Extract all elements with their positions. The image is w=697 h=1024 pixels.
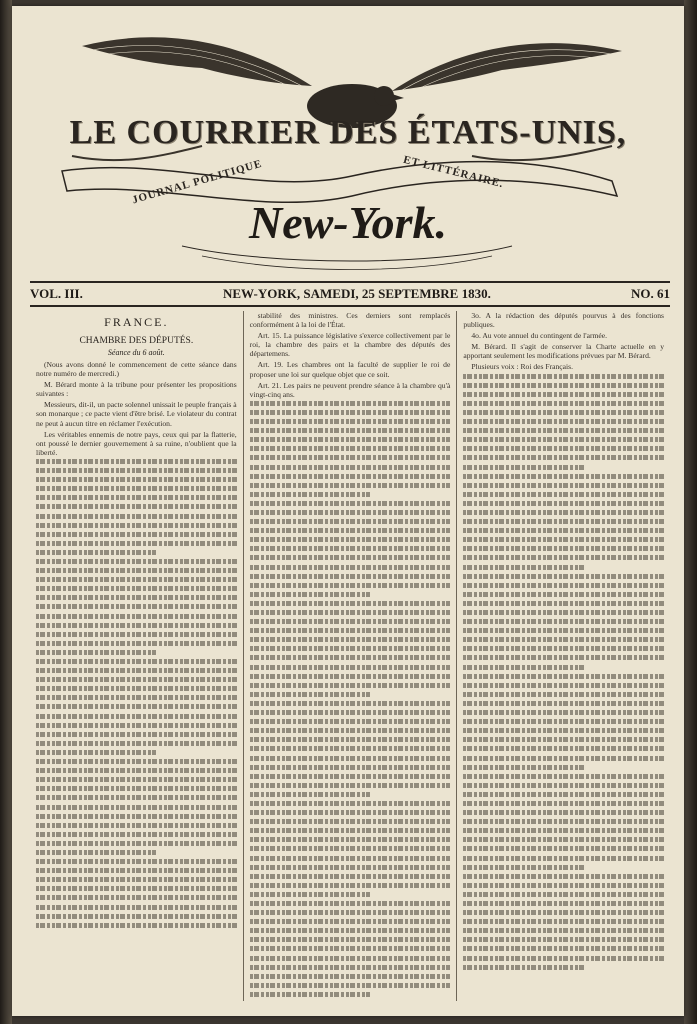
- text-line: [36, 686, 237, 691]
- text-line: [36, 723, 237, 728]
- text-line: [36, 632, 237, 637]
- text-line: [36, 741, 237, 746]
- text-line: [463, 728, 664, 733]
- text-line: [250, 874, 451, 879]
- text-line: [250, 583, 451, 588]
- article-columns: [30, 311, 670, 1001]
- text-line: [36, 750, 156, 755]
- text-line: [463, 719, 664, 724]
- text-line: [250, 856, 451, 861]
- text-line: [463, 528, 664, 533]
- text-line: [36, 895, 237, 900]
- place-date: NEW-YORK, SAMEDI, 25 SEPTEMBRE 1830.: [222, 286, 491, 301]
- text-line: [463, 683, 664, 688]
- text-line: [463, 774, 664, 779]
- text-line: [463, 874, 664, 879]
- text-line: [36, 495, 237, 500]
- text-line: [250, 492, 370, 497]
- text-line: [250, 428, 451, 433]
- text-line: [250, 710, 451, 715]
- text-line: [36, 786, 237, 791]
- text-line: [250, 928, 451, 933]
- text-line: [463, 837, 664, 842]
- text-line: [250, 637, 451, 642]
- text-line: [463, 919, 664, 924]
- text-line: [36, 659, 237, 664]
- text-line: [250, 474, 451, 479]
- text-line: [250, 965, 451, 970]
- text-line: [250, 910, 451, 915]
- text-line: [36, 486, 237, 491]
- text-line: [463, 601, 664, 606]
- text-line: [36, 841, 237, 846]
- text-line: [463, 937, 664, 942]
- text-line: [250, 519, 451, 524]
- text-line: [463, 474, 664, 479]
- text-line: [250, 483, 451, 488]
- masthead-city: New-York.: [248, 197, 448, 248]
- newspaper-page: [12, 6, 684, 1016]
- text-line: [250, 919, 451, 924]
- text-line: [250, 655, 451, 660]
- text-line: [36, 604, 237, 609]
- section-title: FRANCE.: [104, 315, 169, 329]
- paragraph: Les véritables ennemis de notre pays, ceux qui par la flatterie, ont poussé le dernier gouvernement à sa ruine, n'oublient que la liberté.: [36, 429, 237, 457]
- text-line: [36, 668, 237, 673]
- text-line: [36, 868, 237, 873]
- text-line: [36, 568, 237, 573]
- text-line: [36, 704, 237, 709]
- issue-number: NO. 61: [630, 286, 670, 301]
- text-line: [36, 814, 237, 819]
- text-line: [463, 574, 664, 579]
- text-line: [463, 865, 583, 870]
- text-line: [250, 510, 451, 515]
- text-line: [250, 892, 370, 897]
- text-line: [463, 710, 664, 715]
- text-line: [463, 437, 664, 442]
- text-line: [36, 768, 237, 773]
- text-line: [250, 574, 451, 579]
- text-line: [463, 555, 664, 560]
- text-line: [250, 801, 451, 806]
- column-2: [243, 311, 457, 1001]
- text-line: [463, 592, 664, 597]
- text-line: [250, 410, 451, 415]
- text-line: [463, 446, 664, 451]
- text-line: [36, 559, 237, 564]
- text-line: [463, 619, 664, 624]
- text-line: [250, 692, 370, 697]
- text-line: [36, 759, 237, 764]
- text-line: [250, 946, 451, 951]
- text-line: [250, 546, 451, 551]
- text-line: [463, 537, 664, 542]
- paragraph: M. Bérard monte à la tribune pour présenter les propositions suivantes :: [36, 380, 237, 399]
- text-line: [36, 641, 237, 646]
- text-line: [463, 628, 664, 633]
- text-line: [250, 601, 451, 606]
- paragraph: Art. 21. Les pairs ne peuvent prendre séance à la chambre qu'à vingt-cinq ans.: [249, 380, 451, 399]
- text-line: [36, 504, 237, 509]
- text-line: [463, 946, 664, 951]
- masthead: [12, 6, 684, 286]
- masthead-title: LE COURRIER DES ÉTATS-UNIS,: [69, 114, 627, 151]
- text-line: [463, 756, 664, 761]
- text-line: [250, 937, 451, 942]
- text-line: [463, 401, 664, 406]
- text-line: [463, 410, 664, 415]
- dateline: [30, 281, 670, 307]
- text-line: [250, 674, 451, 679]
- text-line: [250, 765, 451, 770]
- text-line: [463, 655, 664, 660]
- page-outer-edge: [684, 0, 697, 1024]
- text-line: [463, 883, 664, 888]
- text-line: [463, 892, 664, 897]
- text-line: [36, 459, 237, 464]
- paragraph: (Nous avons donné le commencement de cette séance dans notre numéro de mercredi.): [36, 360, 237, 379]
- text-line: [36, 677, 237, 682]
- text-line: [463, 801, 664, 806]
- text-line: [463, 819, 664, 824]
- text-line: [250, 956, 451, 961]
- text-line: [250, 665, 451, 670]
- text-line: [36, 623, 237, 628]
- text-line: [250, 828, 451, 833]
- text-filler: [463, 374, 664, 970]
- text-line: [250, 756, 451, 761]
- text-line: [463, 419, 664, 424]
- text-line: [463, 637, 664, 642]
- text-line: [463, 646, 664, 651]
- text-line: [250, 992, 370, 997]
- text-line: [250, 565, 451, 570]
- text-line: [36, 823, 237, 828]
- text-line: [36, 877, 237, 882]
- text-line: [463, 846, 664, 851]
- text-line: [250, 537, 451, 542]
- text-line: [36, 914, 237, 919]
- text-line: [250, 619, 451, 624]
- text-line: [36, 923, 237, 928]
- text-line: [463, 465, 583, 470]
- text-line: [36, 850, 156, 855]
- text-line: [250, 610, 451, 615]
- paragraph: Messieurs, dit-il, un pacte solennel unissait le peuple français à son monarque ; ce pacte vient d'être brisé. Le violateur du contrat ne peut à aucun titre en réclamer l'exécution.: [36, 400, 237, 428]
- text-line: [250, 419, 451, 424]
- text-line: [463, 565, 583, 570]
- paragraph: Plusieurs voix : Roi des Français.: [471, 362, 574, 372]
- text-line: [250, 465, 451, 470]
- text-line: [463, 510, 664, 515]
- text-line: [250, 792, 370, 797]
- text-line: [463, 810, 664, 815]
- text-line: [250, 819, 451, 824]
- text-filler: [250, 401, 451, 997]
- text-line: [463, 674, 664, 679]
- text-line: [463, 665, 583, 670]
- text-line: [463, 583, 664, 588]
- text-line: [463, 519, 664, 524]
- text-line: [250, 437, 451, 442]
- text-line: [250, 719, 451, 724]
- text-line: [250, 555, 451, 560]
- text-line: [36, 732, 237, 737]
- text-line: [250, 646, 451, 651]
- text-line: [36, 595, 237, 600]
- article-heading: CHAMBRE DES DÉPUTÉS.: [79, 336, 194, 346]
- text-line: [463, 383, 664, 388]
- text-line: [36, 586, 237, 591]
- text-line: [36, 577, 237, 582]
- text-line: [36, 695, 237, 700]
- text-line: [463, 492, 664, 497]
- text-line: [463, 737, 664, 742]
- text-line: [250, 983, 451, 988]
- text-line: [36, 477, 237, 482]
- text-line: [250, 774, 451, 779]
- text-line: [250, 728, 451, 733]
- text-line: [36, 832, 237, 837]
- text-line: [250, 446, 451, 451]
- text-line: [463, 501, 664, 506]
- article-subheading: Séance du 6 août.: [107, 348, 165, 357]
- paragraph: 4o. Au vote annuel du contingent de l'armée.: [471, 331, 608, 341]
- text-line: [250, 865, 451, 870]
- text-line: [250, 592, 370, 597]
- text-line: [250, 901, 451, 906]
- text-line: [250, 883, 451, 888]
- text-line: [463, 392, 664, 397]
- text-line: [36, 795, 237, 800]
- text-line: [250, 501, 451, 506]
- text-line: [36, 805, 237, 810]
- text-line: [463, 928, 664, 933]
- text-line: [36, 714, 237, 719]
- text-line: [250, 455, 451, 460]
- text-line: [250, 401, 451, 406]
- text-line: [463, 910, 664, 915]
- text-line: [36, 859, 237, 864]
- text-line: [250, 528, 451, 533]
- text-line: [36, 468, 237, 473]
- text-line: [36, 523, 237, 528]
- text-line: [250, 974, 451, 979]
- text-line: [250, 846, 451, 851]
- text-filler: [36, 459, 237, 928]
- text-line: [36, 514, 237, 519]
- text-line: [463, 901, 664, 906]
- text-line: [463, 701, 664, 706]
- volume-label: VOL. III.: [30, 286, 83, 301]
- column-1: [30, 311, 243, 1001]
- column-3: [456, 311, 670, 1001]
- text-line: [250, 810, 451, 815]
- paragraph: 3o. A la rédaction des députés pourvus à des fonctions publiques.: [463, 311, 665, 330]
- masthead-subtitle-left: JOURNAL POLITIQUE: [130, 157, 264, 207]
- text-line: [463, 792, 664, 797]
- page-binding-edge: [0, 0, 12, 1024]
- text-line: [250, 783, 451, 788]
- text-line: [250, 746, 451, 751]
- text-line: [463, 455, 664, 460]
- text-line: [36, 614, 237, 619]
- text-line: [463, 783, 664, 788]
- masthead-subtitle-right: ET LITTÉRAIRE.: [402, 153, 505, 191]
- text-line: [36, 541, 237, 546]
- text-line: [250, 683, 451, 688]
- paragraph: Art. 19. Les chambres ont la faculté de supplier le roi de proposer une loi sur quelque objet que ce soit.: [249, 360, 451, 379]
- text-line: [463, 765, 583, 770]
- text-line: [36, 777, 237, 782]
- paragraph: stabilité des ministres. Ces derniers sont remplacés conformément à la loi de l'État.: [249, 311, 451, 330]
- text-line: [463, 546, 664, 551]
- text-line: [36, 905, 237, 910]
- text-line: [250, 837, 451, 842]
- text-line: [250, 628, 451, 633]
- text-line: [36, 886, 237, 891]
- text-line: [250, 737, 451, 742]
- paragraph: M. Bérard. Il s'agit de conserver la Charte actuelle en y apportant seulement les modifications prévues par M. Bérard.: [463, 342, 665, 361]
- text-line: [463, 692, 664, 697]
- text-line: [463, 956, 664, 961]
- text-line: [463, 856, 664, 861]
- text-line: [463, 965, 583, 970]
- text-line: [36, 550, 156, 555]
- text-line: [36, 532, 237, 537]
- text-line: [36, 650, 156, 655]
- text-line: [463, 746, 664, 751]
- dateline-rule: [30, 305, 670, 306]
- text-line: [463, 374, 664, 379]
- text-line: [250, 701, 451, 706]
- text-line: [463, 428, 664, 433]
- text-line: [463, 483, 664, 488]
- text-line: [463, 828, 664, 833]
- paragraph: Art. 15. La puissance législative s'exerce collectivement par le roi, la chambre des pairs et la chambre des députés des départemens.: [249, 331, 451, 359]
- text-line: [463, 610, 664, 615]
